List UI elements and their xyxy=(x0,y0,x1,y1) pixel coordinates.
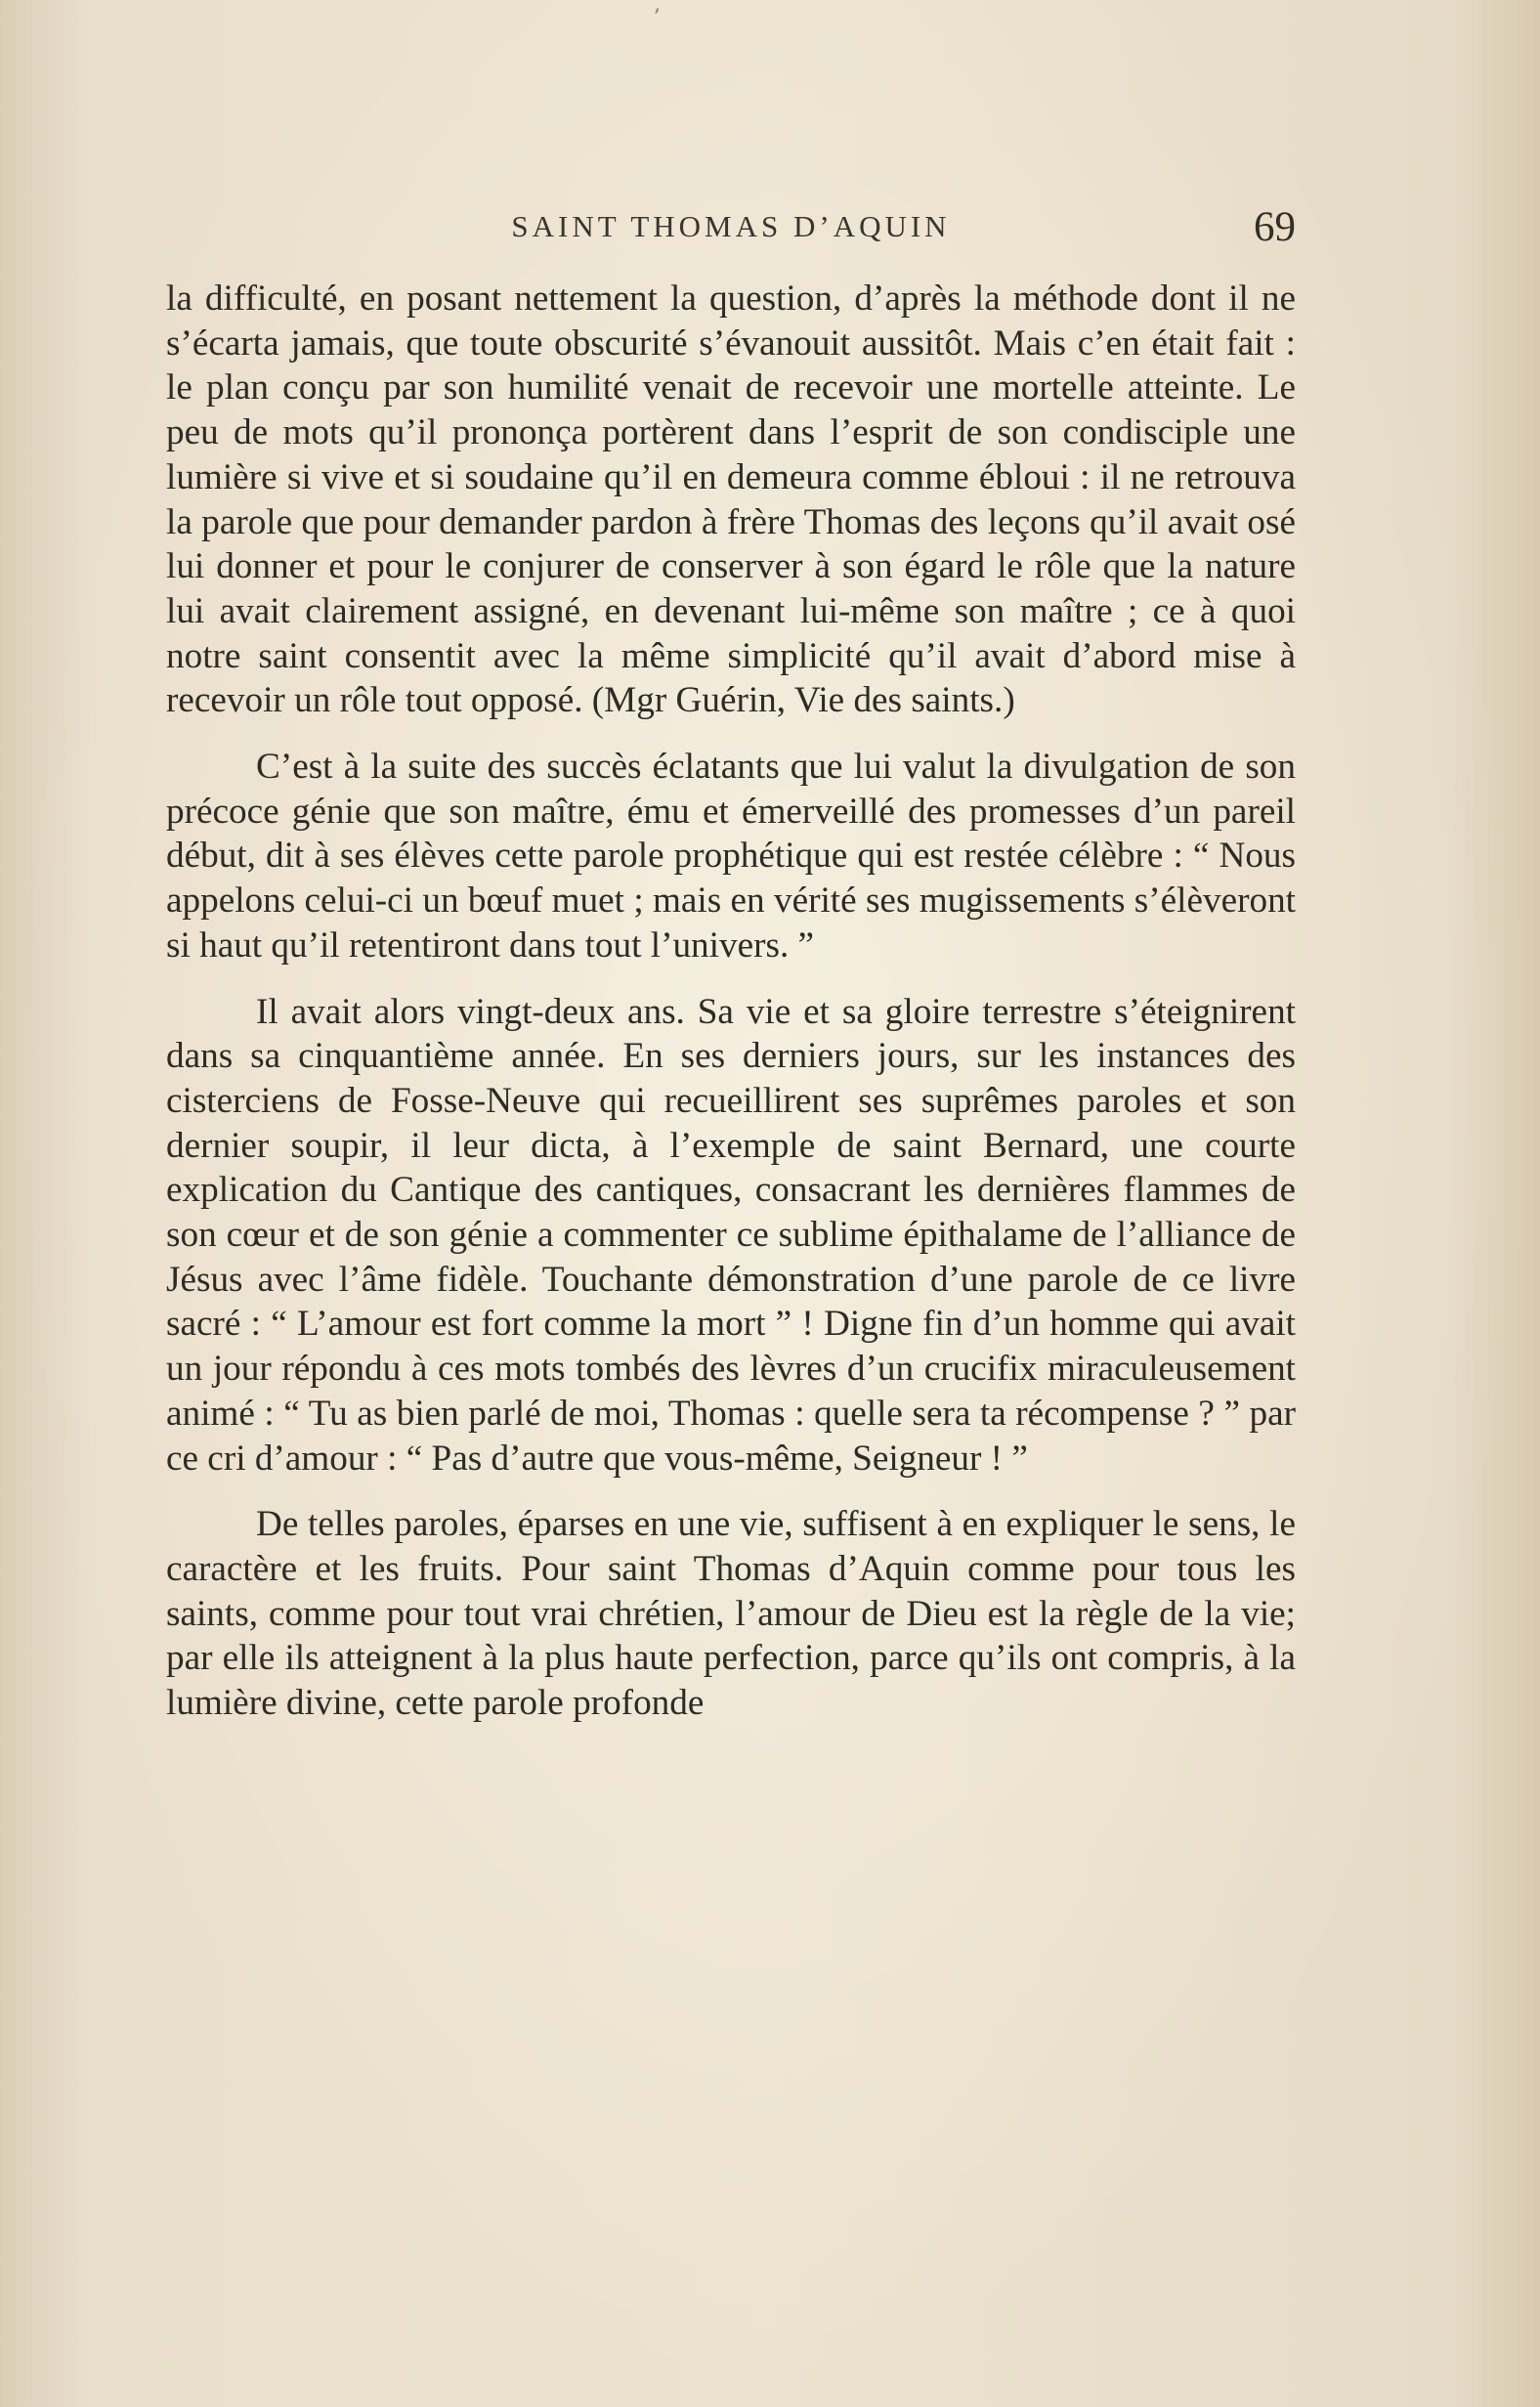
paragraph-2: C’est à la suite des succès éclatants que lui valut la divulgation de son précoce génie que son maître, ému et émerveillé des promesses d’un pareil début, dit à ses élèves cette parole prophétique qui est restée célèbre : “ Nous appelons celui-ci un bœuf muet ; mais en vérité ses mugissements s’élèveront si haut qu’il retentiront dans tout l’univers. ” xyxy=(166,747,1296,966)
body-text xyxy=(166,277,1296,1747)
running-head xyxy=(166,203,1296,262)
paragraph-1: la difficulté, en posant nettement la question, d’après la méthode dont il ne s’écarta jamais, que toute obscurité s’évanouit aussitôt. Mais c’en était fait : le plan conçu par son humilité venait de recevoir une mortelle atteinte. Le peu de mots qu’il prononça portèrent dans l’esprit de son condisciple une lumière si vive et si soudaine qu’il en demeura comme ébloui : il ne retrouva la parole que pour demander pardon à frère Thomas des leçons qu’il avait osé lui donner et pour le conjurer de conserver à son égard le rôle que la nature lui avait clairement assigné, en devenant lui-même son maître ; ce à quoi notre saint consentit avec la même simplicité qu’il avait d’abord mise à recevoir un rôle tout opposé. (Mgr Guérin, Vie des saints.) xyxy=(166,279,1296,721)
paragraph-3: Il avait alors vingt-deux ans. Sa vie et sa gloire terrestre s’éteignirent dans sa cinquantième année. En ses derniers jours, sur les instances des cisterciens de Fosse-Neuve qui recueillirent ses suprêmes paroles et son dernier soupir, il leur dicta, à l’exemple de saint Bernard, une courte explication du Cantique des cantiques, consacrant les dernières flammes de son cœur et de son génie a commenter ce sublime épithalame de l’alliance de Jésus avec l’âme fidèle. Touchante démonstration d’une parole de ce livre sacré : “ L’amour est fort comme la mort ” ! Digne fin d’un homme qui avait un jour répondu à ces mots tombés des lèvres d’un crucifix miraculeusement animé : “ Tu as bien parlé de moi, Thomas : quelle sera ta récompense ? ” par ce cri d’amour : “ Pas d’autre que vous-même, Seigneur ! ” xyxy=(166,991,1296,1479)
top-margin-mark: ʼ xyxy=(653,6,660,30)
running-title: SAINT THOMAS D’AQUIN xyxy=(511,209,951,243)
paragraph-4: De telles paroles, éparses en une vie, suffisent à en expliquer le sens, le caractère et les fruits. Pour saint Thomas d’Aquin comme pour tous les saints, comme pour tout vrai chrétien, l’amour de Dieu est la règle de la vie; par elle ils atteignent à la plus haute perfection, parce qu’ils ont compris, à la lumière divine, cette parole profonde xyxy=(166,1504,1296,1724)
page-number: 69 xyxy=(1254,204,1296,250)
